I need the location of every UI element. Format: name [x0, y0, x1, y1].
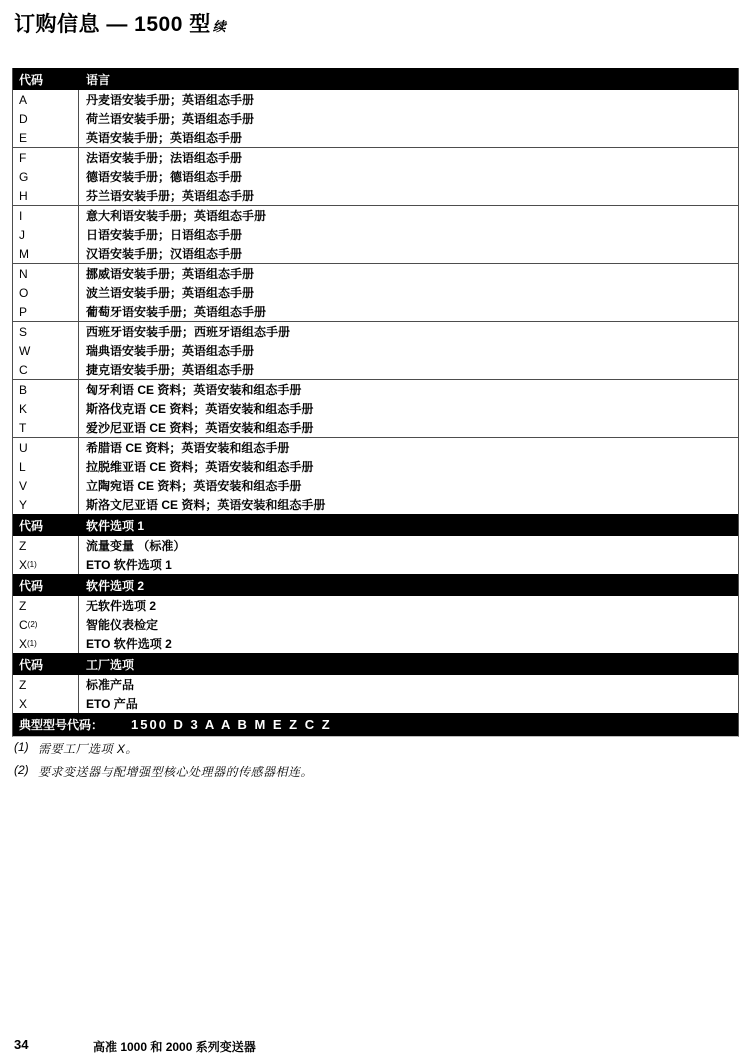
typical-model-code-value: 1500 D 3 A A B M E Z C Z [131, 717, 332, 732]
row-group [13, 263, 738, 321]
code-cell [13, 675, 79, 694]
description-cell: 智能仪表检定 [86, 618, 159, 632]
table-row [13, 438, 738, 457]
code-value: N [19, 266, 28, 281]
code-cell [13, 536, 79, 555]
code-cell [13, 167, 79, 186]
code-cell [13, 283, 79, 302]
code-cell [13, 438, 79, 457]
table-row [13, 206, 738, 225]
code-cell [13, 186, 79, 205]
code-value: M [19, 246, 29, 261]
code-value: A [19, 92, 28, 107]
code-value: K [19, 401, 28, 416]
code-cell [13, 360, 79, 379]
description-cell: 捷克语安装手册；英语组态手册 [86, 363, 255, 377]
table-row [13, 615, 738, 634]
table-row [13, 109, 738, 128]
code-cell [13, 109, 79, 128]
row-group [13, 675, 738, 713]
table-row [13, 495, 738, 514]
code-value: B [19, 382, 28, 397]
section-header-title: 软件选项 1 [86, 518, 145, 533]
table-row [13, 555, 738, 574]
section-header-code-label: 代码 [19, 657, 44, 672]
description-cell: 拉脱维亚语 CE 资料；英语安装和组态手册 [86, 460, 314, 474]
code-value: F [19, 150, 27, 165]
description-cell: 爱沙尼亚语 CE 资料；英语安装和组态手册 [86, 421, 314, 435]
code-value: X [19, 636, 28, 651]
description-cell: 荷兰语安装手册；英语组态手册 [86, 112, 255, 126]
footnote-2 [14, 763, 313, 780]
code-value: X [19, 557, 28, 572]
table-row [13, 341, 738, 360]
page-footer [0, 1037, 741, 1057]
table-row [13, 90, 738, 109]
code-value: V [19, 478, 28, 493]
description-cell: ETO 产品 [86, 697, 138, 711]
table-row [13, 399, 738, 418]
code-value: W [19, 343, 31, 358]
page-number: 34 [14, 1037, 29, 1052]
code-cell [13, 596, 79, 615]
code-cell: C (2) [13, 615, 79, 634]
footnote-2-marker: (2) [14, 763, 29, 777]
row-group [13, 90, 738, 147]
code-cell [13, 90, 79, 109]
code-cell [13, 244, 79, 263]
section-header-title: 软件选项 2 [86, 578, 145, 593]
code-value: O [19, 285, 29, 300]
description-cell: 英语安装手册；英语组态手册 [86, 131, 243, 145]
page-title [14, 8, 226, 38]
page-title-continued: 续 [212, 19, 226, 34]
row-group [13, 321, 738, 379]
row-group [13, 379, 738, 437]
page-title-main: 订购信息 — 1500 型 [14, 13, 211, 36]
code-value: X [19, 696, 28, 711]
code-cell [13, 225, 79, 244]
code-cell [13, 418, 79, 437]
code-cell [13, 206, 79, 225]
description-cell: 无软件选项 2 [86, 599, 157, 613]
description-cell: 标准产品 [86, 678, 135, 692]
description-cell: 汉语安装手册；汉语组态手册 [86, 247, 243, 261]
description-cell: 匈牙利语 CE 资料；英语安装和组态手册 [86, 383, 302, 397]
code-value: C [19, 362, 28, 377]
typical-model-code-label: 典型型号代码： [19, 718, 104, 732]
table-row [13, 128, 738, 147]
section-header-1 [13, 514, 738, 536]
footnotes [14, 740, 313, 786]
code-value: S [19, 324, 28, 339]
row-group [13, 596, 738, 653]
description-cell: 挪威语安装手册；英语组态手册 [86, 267, 255, 281]
code-value: L [19, 459, 26, 474]
table-row [13, 418, 738, 437]
footnote-1 [14, 740, 313, 757]
description-cell: 法语安装手册；法语组态手册 [86, 151, 243, 165]
section-header-0 [13, 68, 738, 90]
description-cell: 葡萄牙语安装手册；英语组态手册 [86, 305, 267, 319]
table-row [13, 283, 738, 302]
table-row [13, 634, 738, 653]
table-row [13, 380, 738, 399]
description-cell: 斯洛文尼亚语 CE 资料；英语安装和组态手册 [86, 498, 326, 512]
code-value: E [19, 130, 28, 145]
code-cell [13, 399, 79, 418]
code-cell [13, 341, 79, 360]
code-cell [13, 302, 79, 321]
footnote-2-text: 要求变送器与配增强型核心处理器的传感器相连。 [38, 765, 314, 779]
code-cell [13, 495, 79, 514]
ordering-info-table [12, 68, 739, 737]
description-cell: ETO 软件选项 1 [86, 558, 172, 572]
table-row [13, 457, 738, 476]
code-value: U [19, 440, 28, 455]
description-cell: 希腊语 CE 资料；英语安装和组态手册 [86, 441, 290, 455]
description-cell: 芬兰语安装手册；英语组态手册 [86, 189, 255, 203]
code-value: H [19, 188, 28, 203]
section-header-title: 语言 [86, 72, 111, 87]
description-cell: 流量变量 （标准） [86, 539, 186, 553]
table-row [13, 264, 738, 283]
row-group [13, 437, 738, 514]
description-cell: 瑞典语安装手册；英语组态手册 [86, 344, 255, 358]
code-value: D [19, 111, 28, 126]
code-cell: X (1) [13, 634, 79, 653]
code-value: J [19, 227, 25, 242]
code-cell [13, 694, 79, 713]
table-row [13, 244, 738, 263]
description-cell: 意大利语安装手册；英语组态手册 [86, 209, 267, 223]
section-header-code-label: 代码 [19, 72, 44, 87]
description-cell: 西班牙语安装手册；西班牙语组态手册 [86, 325, 291, 339]
section-header-code-label: 代码 [19, 518, 44, 533]
code-value: Z [19, 677, 27, 692]
code-cell [13, 457, 79, 476]
code-value: C [19, 617, 28, 632]
description-cell: 德语安装手册；德语组态手册 [86, 170, 243, 184]
table-row [13, 360, 738, 379]
section-header-2 [13, 574, 738, 596]
row-group [13, 147, 738, 205]
code-value: G [19, 169, 29, 184]
code-cell [13, 476, 79, 495]
code-value: I [19, 208, 23, 223]
section-header-3 [13, 653, 738, 675]
code-value: Y [19, 497, 28, 512]
code-value: Z [19, 598, 27, 613]
description-cell: 日语安装手册；日语组态手册 [86, 228, 243, 242]
footnote-1-text: 需要工厂选项 X。 [38, 742, 138, 756]
table-row [13, 302, 738, 321]
code-value: Z [19, 538, 27, 553]
code-cell [13, 128, 79, 147]
row-group [13, 205, 738, 263]
description-cell: 立陶宛语 CE 资料；英语安装和组态手册 [86, 479, 302, 493]
table-row [13, 225, 738, 244]
table-row [13, 148, 738, 167]
code-cell [13, 380, 79, 399]
table-row [13, 322, 738, 341]
row-group [13, 536, 738, 574]
footnote-1-marker: (1) [14, 740, 29, 754]
code-cell [13, 322, 79, 341]
typical-model-code-row [13, 713, 738, 736]
code-cell: X (1) [13, 555, 79, 574]
description-cell: 丹麦语安装手册；英语组态手册 [86, 93, 255, 107]
description-cell: 斯洛伐克语 CE 资料；英语安装和组态手册 [86, 402, 314, 416]
table-row [13, 596, 738, 615]
table-row [13, 476, 738, 495]
code-cell [13, 148, 79, 167]
table-row [13, 694, 738, 713]
code-value: T [19, 420, 27, 435]
code-value: P [19, 304, 28, 319]
section-header-code-label: 代码 [19, 578, 44, 593]
section-header-title: 工厂选项 [86, 657, 135, 672]
table-row [13, 186, 738, 205]
description-cell: 波兰语安装手册；英语组态手册 [86, 286, 255, 300]
table-row [13, 675, 738, 694]
table-row [13, 167, 738, 186]
description-cell: ETO 软件选项 2 [86, 637, 172, 651]
order-table-body [13, 68, 738, 713]
table-row [13, 536, 738, 555]
document-title-footer: 高准 1000 和 2000 系列变送器 [93, 1040, 256, 1054]
code-cell [13, 264, 79, 283]
